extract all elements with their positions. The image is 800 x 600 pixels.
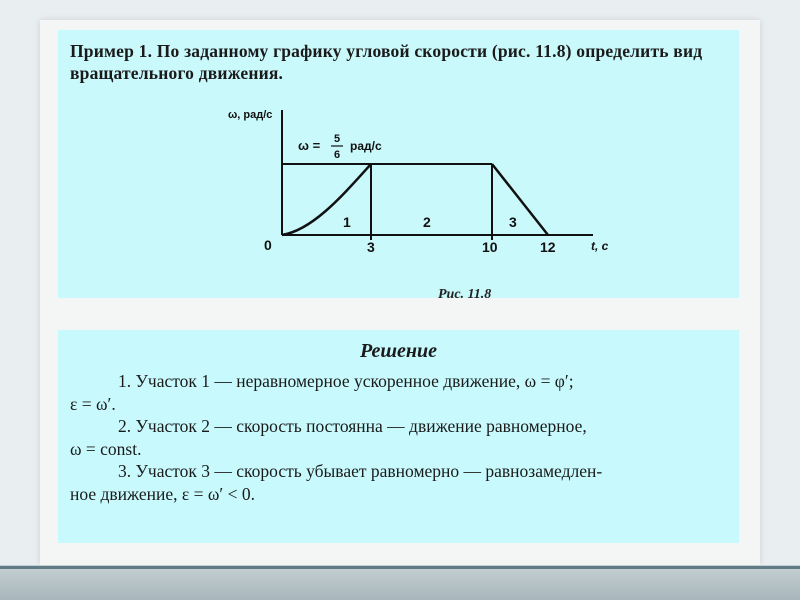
solution-item-3-line-1: 3. Участок 3 — скорость убывает равномерно — равнозамедлен- (118, 461, 603, 481)
angular-velocity-graph (58, 30, 739, 298)
x-tick-10: 10 (482, 239, 498, 255)
omega-unit: рад/с (350, 139, 382, 153)
solution-item-1-line-2: ε = ω′. (70, 393, 116, 414)
x-tick-0: 0 (264, 237, 272, 253)
x-tick-12: 12 (540, 239, 556, 255)
omega-prefix: ω = (298, 138, 321, 153)
omega-denominator: 6 (333, 149, 341, 161)
solution-item-2-line-1: 2. Участок 2 — скорость постоянна — движение равномерное, (118, 416, 587, 436)
segment-label-2: 2 (423, 214, 431, 230)
figure-caption: Рис. 11.8 (438, 287, 492, 302)
slide-bottom-line (0, 566, 800, 569)
y-axis-label: ω, рад/с (228, 109, 273, 121)
example-statement: По заданному графику угловой скорости (рис. 11.8) определить вид вращательного движения. (70, 41, 703, 83)
segment-label-1: 1 (343, 214, 351, 230)
x-tick-3: 3 (367, 239, 375, 255)
solution-item-3-line-2: ное движение, ε = ω′ < 0. (70, 483, 255, 504)
solution-item-1-line-1: 1. Участок 1 — неравномерное ускоренное движение, ω = φ′; (118, 371, 574, 391)
segment-3-line (492, 164, 548, 235)
solution-title: Решение (359, 340, 437, 362)
segment-1-curve (282, 164, 371, 235)
omega-numerator: 5 (333, 133, 341, 145)
slide-bottom-band (0, 565, 800, 600)
solution-panel (58, 330, 739, 543)
example-lead: Пример 1. (70, 41, 153, 61)
solution-list (70, 370, 730, 505)
segment-label-3: 3 (509, 214, 517, 230)
example-panel (58, 30, 739, 302)
x-axis-label: t, c (591, 239, 609, 253)
solution-item-2-line-2: ω = const. (70, 438, 142, 459)
